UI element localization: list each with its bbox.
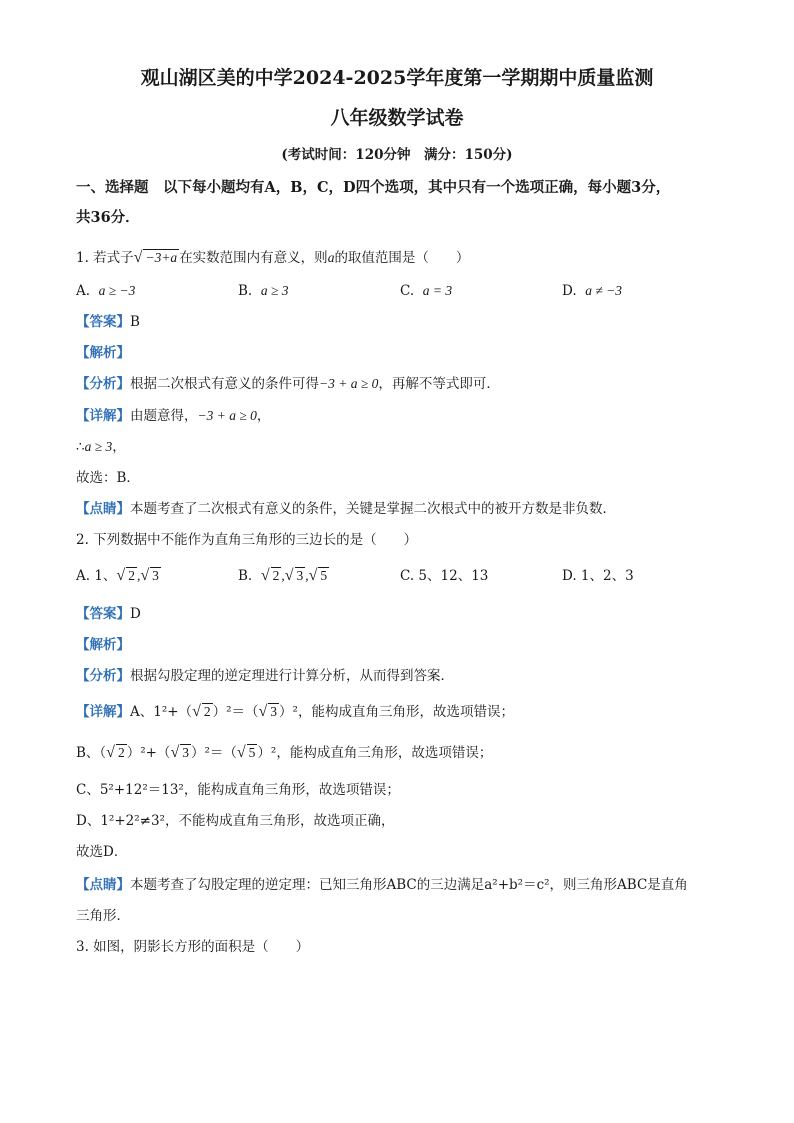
q1-option-c-value: a = 3 [422, 283, 453, 298]
q2-detail-d: D、1²+2²≠3²，不能构成直角三角形，故选项正确， [76, 813, 395, 829]
q2-detail-a-mid: ）²＝（ [212, 704, 259, 720]
q2-option-a-r2: 3 [152, 568, 159, 583]
q2-detail-c: C、5²+12²＝13²，能构成直角三角形，故选项错误； [76, 782, 400, 798]
q2-detail-b-pre: B、（ [76, 745, 107, 761]
q2-answer [76, 604, 141, 624]
q1-option-c [400, 281, 452, 301]
analysis-tag: 【解析】 [76, 637, 130, 653]
section-heading-line2: 共36分． [76, 209, 140, 226]
q2-option-a-r1: 2 [128, 568, 135, 583]
answer-tag: 【答案】 [76, 606, 130, 622]
q1-option-c-label: C. [400, 283, 415, 299]
q2-choose: 故选D． [76, 844, 128, 860]
q1-fenxi [76, 374, 500, 394]
sqrt-symbol: √ [260, 567, 270, 584]
q2-dianjing-text: 本题考查了勾股定理的逆定理：已知三角形ABC的三边满足a²+b²＝c²，则三角形ABC是直角 [130, 877, 688, 893]
q1-option-a-value: a ≥ −3 [98, 283, 136, 298]
sqrt-symbol: √ [170, 744, 180, 761]
q2-fenxi [76, 666, 454, 686]
q1-therefore-post: ， [112, 439, 126, 455]
q2-fenxi-text: 根据勾股定理的逆定理进行计算分析，从而得到答案． [130, 668, 454, 684]
fenxi-tag: 【分析】 [76, 376, 130, 392]
fenxi-tag: 【分析】 [76, 668, 130, 684]
q2-detail-b-post: ）²，能构成直角三角形，故选项错误； [257, 745, 493, 761]
q1-option-d-label: D. [562, 283, 577, 299]
q2-detail-a-pre: A、1²+（ [130, 704, 193, 720]
q2-option-b-r3: 5 [320, 568, 328, 583]
q1-choose: 故选：B． [76, 470, 140, 486]
q1-fenxi-pre: 根据二次根式有意义的条件可得 [130, 376, 319, 392]
q1-option-d-value: a ≠ −3 [585, 283, 623, 298]
q2-answer-value: D [130, 606, 141, 622]
q2-detail-b-r3: 5 [248, 745, 256, 760]
sqrt-symbol: √ [106, 744, 115, 761]
sqrt-symbol: √ [284, 567, 294, 584]
q1-xiangjie-math: −3 + a ≥ 0 [197, 408, 257, 423]
q1-answer-value: B [130, 314, 140, 330]
question-2-stem: 2. 下列数据中不能作为直角三角形的三边长的是（ ） [76, 532, 418, 548]
q2-detail-b-r2: 3 [182, 745, 189, 760]
q2-detail-a [76, 702, 514, 722]
q1-fenxi-post: ，再解不等式即可． [378, 376, 500, 392]
q2-detail-b-mid1: ）²+（ [126, 745, 171, 761]
q2-option-a: A. 1、√ 2 ,√ 3 [76, 567, 159, 584]
q2-option-a-label: A. 1、 [76, 568, 117, 584]
q1-analysis-tag [76, 343, 130, 363]
xiangjie-tag: 【详解】 [76, 704, 130, 720]
exam-subtitle: 八年级数学试卷 [330, 107, 464, 129]
q2-option-b-label: B. [238, 568, 253, 584]
q2-detail-b [76, 743, 492, 763]
section-heading-line1: 一、选择题 以下每小题均有A，B，C，D四个选项，其中只有一个选项正确，每小题3分， [76, 179, 671, 196]
q1-xiangjie-pre: 由题意得， [130, 408, 198, 424]
q1-therefore-math: a ≥ 3 [84, 439, 113, 454]
q2-detail-a-r1: 2 [203, 704, 211, 719]
q1-dianjing [76, 499, 616, 519]
q1-answer [76, 312, 140, 332]
question-3-stem: 3. 如图，阴影长方形的面积是（ ） [76, 939, 310, 955]
q2-option-b-r2: 3 [296, 568, 304, 583]
q2-option-b: B. √ 2 ,√ 3 ,√ 5 [238, 567, 328, 584]
q2-detail-b-mid2: ）²＝（ [190, 745, 237, 761]
q1-fenxi-math: −3 + a ≥ 0 [319, 376, 379, 391]
analysis-tag: 【解析】 [76, 345, 130, 361]
exam-title: 观山湖区美的中学2024-2025学年度第一学期期中质量监测 [140, 67, 654, 89]
dianjing-tag: 【点睛】 [76, 501, 130, 517]
sqrt-symbol: √ [192, 703, 201, 720]
q1-option-b-label: B. [238, 283, 253, 299]
sqrt-symbol: √ [116, 567, 126, 584]
q2-detail-b-r1: 2 [117, 745, 125, 760]
q2-dianjing-line1 [76, 875, 688, 895]
q2-analysis-tag [76, 635, 130, 655]
sqrt-symbol: √ [258, 703, 268, 720]
q1-option-d [562, 281, 622, 301]
dianjing-tag: 【点睛】 [76, 877, 130, 893]
sqrt-symbol: √ [133, 249, 143, 266]
q1-xiangjie [76, 406, 270, 426]
q2-option-d: D. 1、2、3 [562, 568, 634, 584]
q1-option-b [238, 281, 288, 301]
q1-stem-post: 在实数范围内有意义，则 [179, 250, 328, 266]
q1-option-a-label: A. [76, 283, 91, 299]
q1-radicand: −3+a [145, 250, 178, 265]
xiangjie-tag: 【详解】 [76, 408, 130, 424]
q2-dianjing-line2: 三角形． [76, 908, 130, 924]
q1-option-b-value: a ≥ 3 [260, 283, 289, 298]
q1-option-a [76, 281, 135, 301]
q2-option-b-r1: 2 [272, 568, 280, 583]
sqrt-symbol: √ [236, 744, 246, 761]
q2-option-c: C. 5、12、13 [400, 568, 489, 584]
q1-dianjing-text: 本题考查了二次根式有意义的条件，关键是掌握二次根式中的被开方数是非负数． [130, 501, 616, 517]
sqrt-symbol: √ [140, 567, 150, 584]
q1-therefore [76, 437, 126, 457]
therefore-symbol: ∴ [76, 439, 85, 455]
q1-stem-tail: 的取值范围是（ ） [334, 250, 470, 266]
q1-variable: a [327, 250, 335, 265]
sqrt-symbol: √ [308, 567, 318, 584]
exam-info: (考试时间：120分钟 满分：150分) [281, 147, 513, 163]
answer-tag: 【答案】 [76, 314, 130, 330]
q2-detail-a-post: ）²，能构成直角三角形，故选项错误； [279, 704, 514, 720]
q1-xiangjie-post: ， [256, 408, 271, 424]
q2-detail-a-r2: 3 [270, 704, 278, 719]
q1-stem-pre: 1. 若式子 [76, 250, 134, 266]
question-1-stem [76, 248, 469, 268]
